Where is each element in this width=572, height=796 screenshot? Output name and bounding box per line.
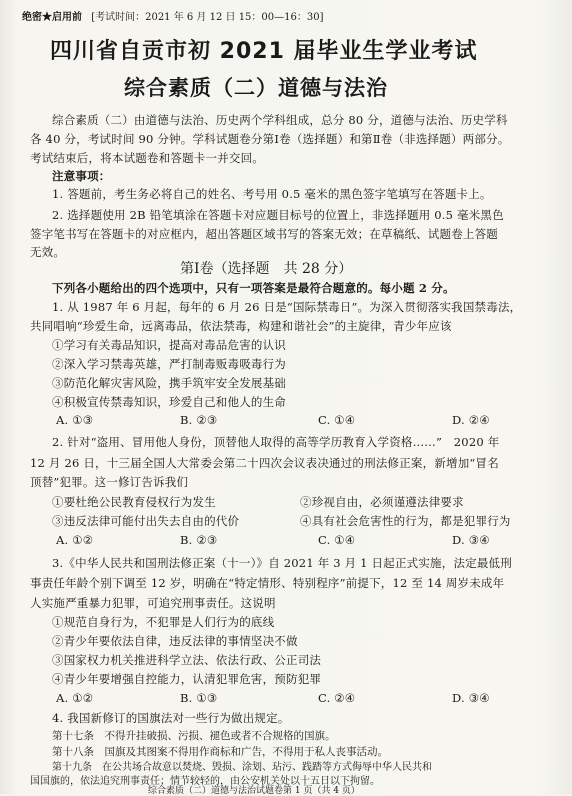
secret-label: 绝密★启用前 [22,12,82,23]
intro-line-1: 综合素质（二）由道德与法治、历史两个学科组成，总分 80 分，道德与法治、历史学科 [52,113,508,127]
q2-option-a[interactable]: A. ①② [56,533,94,547]
q1-stem-2: 共同唱响“珍爱生命，远离毒品，依法禁毒，构建和谐社会”的主旋律，青少年应该 [30,319,452,333]
q1-statement-2: ②深入学习禁毒英雄，严打制毒贩毒吸毒行为 [52,357,286,371]
page-footer: 综合素质（二）道德与法治试题卷第 1 页（共 4 页） [148,786,360,796]
q1-option-c[interactable]: C. ①④ [318,413,356,427]
q3-stem-2: 事责任年龄个别下调至 12 岁，明确在“特定情形、特别程序”前提下，12 至 14 周岁未成年 [30,576,505,590]
header-line [22,8,324,23]
q1-option-d[interactable]: D. ②④ [452,413,490,427]
q4-stem: 4. 我国新修订的国旗法对一些行为做出规定。 [52,711,290,725]
notice-item-2: 2. 选择题使用 2B 铅笔填涂在答题卡对应题目标号的位置上，非选择题用 0.5 毫米黑色 [52,208,504,222]
section-title: 第Ⅰ卷（选择题 共 28 分） [180,261,353,277]
intro-line-2: 各 40 分，考试时间 90 分钟。学科试题卷分第Ⅰ卷（选择题）和第Ⅱ卷（非选择题）两部分。 [30,132,510,146]
notice-item-1: 1. 答题前，考生务必将自己的姓名、考号用 0.5 毫米的黑色签字笔填写在答题卡上。 [52,187,492,201]
q3-stem-1: 3.《中华人民共和国刑法修正案（十一）》自 2021 年 3 月 1 日起正式实施，法定最低刑 [52,556,512,570]
section-instruction: 下列各小题给出的四个选项中，只有一项答案是最符合题意的。每小题 2 分。 [52,281,455,295]
q3-option-d[interactable]: D. ③④ [452,691,490,705]
q2-option-d[interactable]: D. ③④ [452,533,490,547]
q2-statement-2: ②珍视自由，必须谨遵法律要求 [300,495,464,509]
q3-statement-3: ③国家权力机关推进科学立法、依法行政、公正司法 [52,653,322,667]
q2-statement-1: ①要杜绝公民教育侵权行为发生 [52,495,216,509]
notice-item-2-cont: 签字笔书写在答题卡的对应框内，超出答题区域书写的答案无效；在草稿纸、试题卷上答题 [30,227,498,241]
q1-statement-4: ④积极宣传禁毒知识，珍爱自己和他人的生命 [52,395,286,409]
intro-line-3: 考试结束后，将本试题卷和答题卡一并交回。 [30,151,264,165]
q4-article-19: 第十九条 在公共场合故意以焚烧、毁损、涂划、玷污、践踏等方式侮辱中华人民共和 [52,762,432,773]
q2-option-b[interactable]: B. ②③ [180,533,218,547]
exam-title: 四川省自贡市初 2021 届毕业生学业考试 [50,39,478,64]
q2-stem-1: 2. 针对“盗用、冒用他人身份，顶替他人取得的高等学历教育入学资格……” 2020 年 [52,435,500,449]
q3-stem-3: 人实施严重暴力犯罪，可追究刑事责任。这说明 [30,596,276,610]
notice-item-2-end: 无效。 [30,245,66,259]
exam-time: [考试时间：2021 年 6 月 12 日 15：00—16：30] [91,12,324,23]
q3-option-c[interactable]: C. ②④ [318,691,356,705]
q2-option-c[interactable]: C. ①④ [318,533,356,547]
q3-statement-2: ②青少年要依法自律，违反法律的事情坚决不做 [52,634,298,648]
q3-option-b[interactable]: B. ①③ [180,691,218,705]
q3-statement-1: ①规范自身行为，不犯罪是人们行为的底线 [52,615,275,629]
q1-option-b[interactable]: B. ②③ [180,413,218,427]
exam-subtitle: 综合素质（二）道德与法治 [124,76,388,100]
q1-statement-3: ③防范化解灾害风险，携手筑牢安全发展基础 [52,376,286,390]
q2-stem-3: 顶替”犯罪。这一修订告诉我们 [30,475,189,489]
q3-option-a[interactable]: A. ①② [56,691,94,705]
q2-statement-4: ④具有社会危害性的行为，都是犯罪行为 [300,514,511,528]
q4-article-18: 第十八条 国旗及其图案不得用作商标和广告，不得用于私人丧事活动。 [52,746,388,758]
notice-heading: 注意事项： [52,169,111,183]
q1-option-a[interactable]: A. ①③ [56,413,94,427]
q1-statement-1: ①学习有关毒品知识，提高对毒品危害的认识 [52,338,286,352]
q2-stem-2: 12 月 26 日，十三届全国人大常委会第二十四次会议表决通过的刑法修正案，新增加“冒名 [30,456,499,470]
q2-statement-3: ③违反法律可能付出失去自由的代价 [52,514,240,528]
q4-article-17: 第十七条 不得升挂破损、污损、褪色或者不合规格的国旗。 [52,730,336,742]
q3-statement-4: ④青少年要增强自控能力，认清犯罪危害，预防犯罪 [52,672,322,686]
q1-stem-1: 1. 从 1987 年 6 月起，每年的 6 月 26 日是“国际禁毒日”。为深入贯彻落实我国禁毒法， [52,300,522,314]
q4-article-19-cont: 国国旗的，依法追究刑事责任；情节较轻的，由公安机关处以十五日以下拘留。 [30,776,380,787]
